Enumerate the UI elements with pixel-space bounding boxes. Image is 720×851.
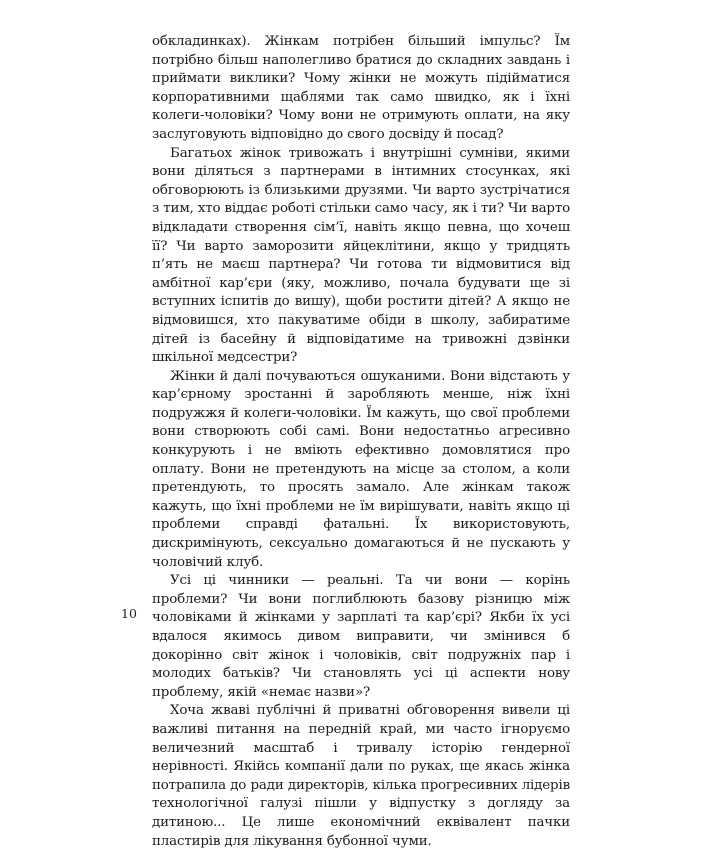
paragraph: Жінки й далі почуваються ошуканими. Вони відстають у кар’єрному зростанні й заробляють менше, ніж їхні подружжя й колеги-чоловіки. Їм кажуть, що свої проблеми вони створюють собі самі. Вони недостатньо агресивно конкурують і не вміють ефективно домовлятися про оплату. Вони не претендують на місце за столом, а коли претендують, то просять замало. Але жінкам також кажуть, що їхні проблеми не їм вирішувати, навіть якщо ці проблеми справді фатальні. Їх використовують, дискримінують, сексуально домагаються й не пускають у чоловічий клуб. (152, 368, 570, 570)
page-number: 10 (121, 606, 137, 621)
paragraph: Хоча жваві публічні й приватні обговорення вивели ці важливі питання на передній край, ми часто ігноруємо величезний масштаб і тривалу історію гендерної нерівності. Якійсь компанії дали по руках, ще якась жінка потрапила до ради директорів, кілька прогресивних лідерів технологічної галузі пішли у відпустку з догляду за дитиною... Це лише економічний еквівалент пачки пластирів для лікування бубонної чуми. (152, 703, 570, 849)
paragraph: обкладинках). Жінкам потрібен більший імпульс? Їм потрібно більш наполегливо братися до складних завдань і приймати виклики? Чому жінки не можуть підійматися корпоративними щаблями так само швидко, як і їхні колеги-чоловіки? Чому вони не отримують оплати, на яку заслуговують відповідно до свого досвіду й посад? (152, 34, 570, 142)
body-text (152, 33, 570, 851)
paragraph: Усі ці чинники — реальні. Та чи вони — корінь проблеми? Чи вони поглиблюють базову різницю між чоловіками й жінками у зарплаті та кар’єрі? Якби їх усі вдалося якимось дивом виправити, чи змінився б докорінно світ жінок і чоловіків, світ подружніх пар і молодих батьків? Чи становлять усі ці аспекти нову проблему, якій «немає назви»? (152, 573, 570, 700)
paragraph: Багатьох жінок тривожать і внутрішні сумніви, якими вони діляться з партнерами в інтимних стосунках, які обговорюють із близькими друзями. Чи варто зустрічатися з тим, хто віддає роботі стільки само часу, як і ти? Чи варто відкладати створення сім’ї, навіть якщо певна, що хочеш її? Чи варто заморозити яйцеклітини, якщо у тридцять п’ять не маєш партнера? Чи готова ти відмовитися від амбітної кар’єри (яку, можливо, почала будувати ще зі вступних іспитів до вишу), щоби ростити дітей? А якщо не відмовишся, хто пакуватиме обіди в школу, забиратиме дітей із басейну й відповідатиме на тривожні дзвінки шкільної медсестри? (152, 145, 570, 366)
